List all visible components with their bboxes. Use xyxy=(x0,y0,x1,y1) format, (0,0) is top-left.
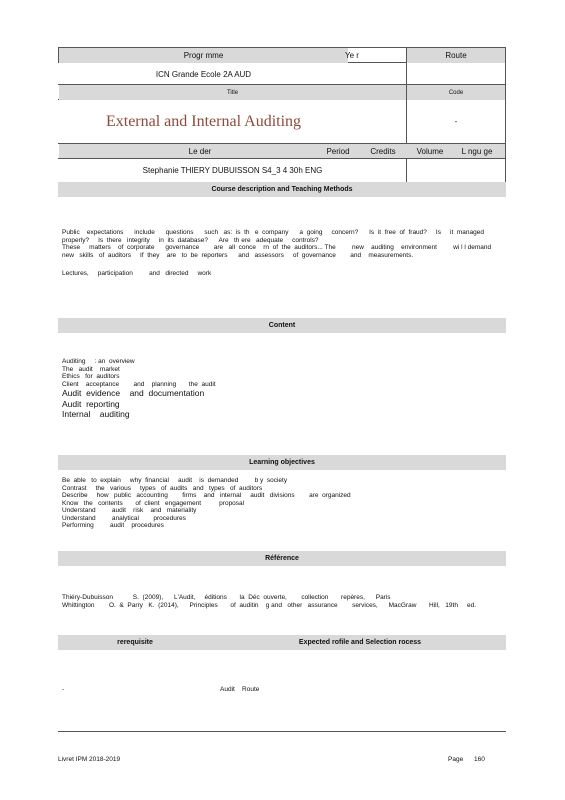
language-label-cell xyxy=(453,144,501,158)
programme-value: ICN Grande Ecole 2A AUD xyxy=(155,69,252,79)
title-value-cell xyxy=(59,100,348,143)
objectives-body xyxy=(62,477,502,530)
content-heading: Content xyxy=(58,318,506,333)
credits-label: Credits xyxy=(370,146,396,156)
route-label: Route xyxy=(445,51,467,60)
period-label-cell xyxy=(318,144,358,158)
route-label-cell xyxy=(407,48,505,63)
objective-item: Describe how public accounting firms and internal audit divisions are organized xyxy=(62,492,351,499)
period-label: Period xyxy=(326,146,350,156)
content-item: Ethics for auditors xyxy=(62,373,120,380)
description-line: properly? Is there integrity in its database? Are th ere adequate controls? xyxy=(62,236,319,244)
expected-profile-heading: Expected rofile and Selection rocess xyxy=(298,639,422,646)
title-label: Title xyxy=(226,89,239,96)
prerequisite-heading: rerequisite xyxy=(117,639,153,646)
reference-item: Thiéry-Dubuisson S. (2009), L'Audit, éditions la Déc ouverte, collection repères, Paris xyxy=(62,594,391,601)
reference-item: Whittington O. & Parry K. (2014), Principles of auditin g and other assurance services, MacGraw Hill, 19th ed. xyxy=(62,601,476,609)
programme-label: Progr mme xyxy=(183,51,224,60)
objective-item: Performing audit procedures xyxy=(62,522,164,529)
leader-label-cell xyxy=(160,144,240,158)
year-label: Ye r xyxy=(345,51,359,60)
content-item: Audit evidence and documentation xyxy=(62,388,205,398)
language-label: L ngu ge xyxy=(461,146,493,156)
prerequisite-value: - xyxy=(62,686,65,693)
content-item: Client acceptance and planning the audit xyxy=(62,380,216,388)
course-title: External and Internal Auditing xyxy=(105,112,302,130)
volume-label: Volume xyxy=(416,146,444,156)
expected-profile-value: Audit Route xyxy=(220,686,260,693)
objective-item: Understand analytical procedures xyxy=(62,514,186,522)
objective-item: Understand audit risk and materiality xyxy=(62,507,197,514)
code-value: - xyxy=(454,117,458,126)
leader-value-cell xyxy=(59,159,406,181)
footer-left: Livret IPM 2018-2019 xyxy=(58,756,121,763)
title-label-cell xyxy=(59,85,406,100)
volume-label-cell xyxy=(409,144,451,158)
section-divider xyxy=(58,731,506,732)
code-label-cell xyxy=(407,85,505,100)
objective-item: Know the contents of client engagement proposal xyxy=(62,499,245,507)
description-heading: Course description and Teaching Methods xyxy=(58,182,506,197)
programme-value-cell xyxy=(59,63,348,85)
content-body xyxy=(62,358,502,420)
objective-item: Contrast the various types of audits and types of auditors xyxy=(62,484,263,492)
description-line: Public expectations include questions such as: is th e company a going concern? Is it free of fraud? Is it managed xyxy=(62,229,484,236)
content-item: Audit reporting xyxy=(62,398,120,409)
reference-heading: Référence xyxy=(58,551,506,566)
content-item: The audit market xyxy=(62,365,120,373)
leader-label: Le der xyxy=(188,146,212,156)
content-item: Internal auditing xyxy=(62,409,130,419)
page-number: Page 160 xyxy=(448,756,485,763)
credits-label-cell xyxy=(362,144,404,158)
leader-value: Stephanie THIERY DUBUISSON S4_3 4 30h ENG xyxy=(142,165,323,175)
objectives-heading: Learning objectives xyxy=(58,455,506,470)
description-line xyxy=(62,259,502,270)
code-label: Code xyxy=(448,89,464,96)
description-line: new skills of auditors If they are to be reporters and assessors of governance and measurements. xyxy=(62,251,414,259)
description-line: Lectures, participation and directed work xyxy=(62,270,212,277)
description-body xyxy=(62,229,502,278)
code-value-cell xyxy=(407,100,505,143)
content-item: Auditing : an overview xyxy=(62,358,135,365)
objective-item: Be able to explain why financial audit is demanded b y society xyxy=(62,477,288,484)
programme-label-cell xyxy=(59,48,348,63)
year-label-cell xyxy=(328,48,376,63)
description-line: These matters of corporate governance are all conce rn of the auditors... The new auditing environment wi l l demand xyxy=(62,244,492,251)
reference-body xyxy=(62,594,502,609)
